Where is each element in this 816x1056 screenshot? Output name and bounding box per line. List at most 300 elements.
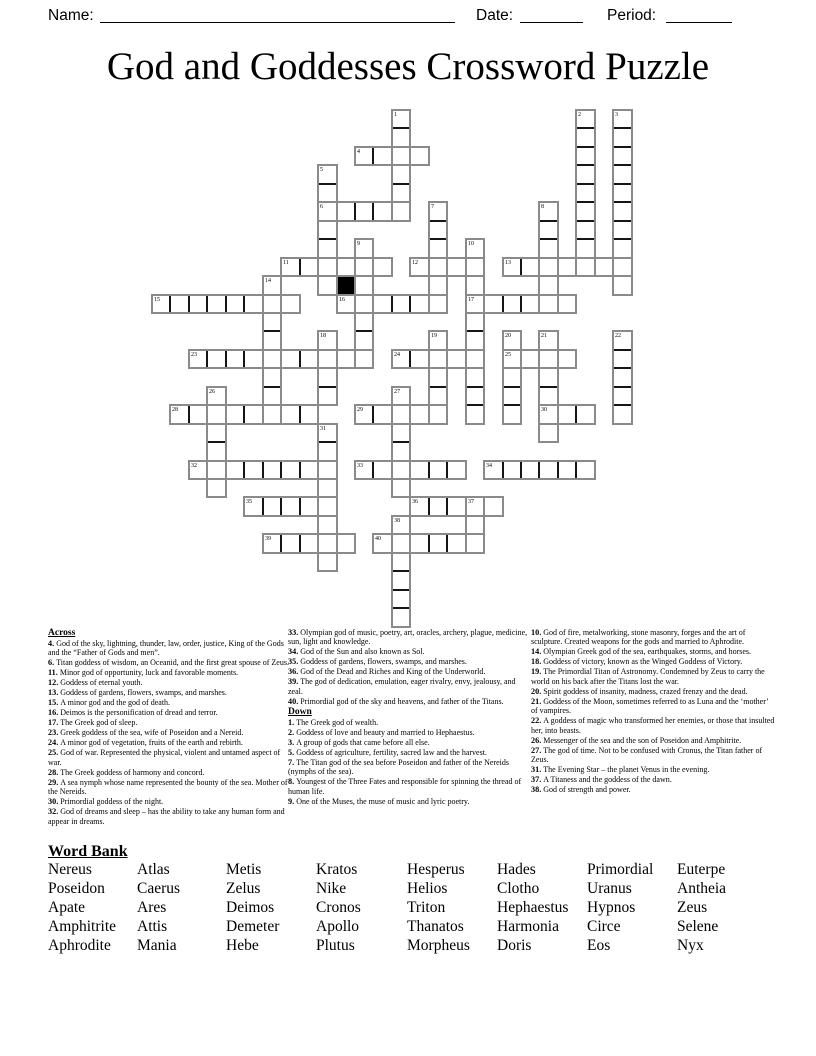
clue-item-4: 4. God of the sky, lightning, thunder, law, order, justice, King of the Gods and the “Father of Gods and men”. <box>48 639 284 658</box>
clue-item-35: 35. Goddess of gardens, flowers, swamps, and marshes. <box>288 657 467 667</box>
grid-cell[interactable] <box>503 350 521 368</box>
grid-cell[interactable] <box>392 590 410 608</box>
clue-item-23: 23. Greek goddess of the sea, wife of Poseidon and a Nereid. <box>48 728 244 738</box>
down-heading: Down <box>288 706 312 717</box>
grid-cell[interactable] <box>392 128 410 147</box>
grid-cell[interactable] <box>263 405 281 424</box>
clue-item-21: 21. Goddess of the Moon, sometimes referred to as Luna and the ‘mother’ of vampires. <box>531 696 769 716</box>
grid-cell[interactable] <box>263 534 281 553</box>
word-bank-item: Morpheus <box>407 937 470 954</box>
grid-cell[interactable] <box>318 258 337 276</box>
grid-cell[interactable] <box>318 387 337 405</box>
grid-cell[interactable] <box>318 276 337 295</box>
grid-cell[interactable] <box>613 350 632 368</box>
grid-cell[interactable] <box>318 497 337 516</box>
word-bank-item: Poseidon <box>48 880 105 897</box>
grid-cell[interactable] <box>300 497 318 516</box>
grid-cell[interactable] <box>207 442 226 461</box>
grid-cell[interactable] <box>613 368 632 387</box>
grid-cell[interactable] <box>576 184 595 202</box>
grid-cell[interactable] <box>539 350 558 368</box>
grid-cell[interactable] <box>410 295 429 313</box>
grid-cell[interactable] <box>447 258 466 276</box>
word-bank-item: Hephaestus <box>497 899 569 916</box>
grid-cell[interactable] <box>576 239 595 258</box>
grid-cell[interactable] <box>226 295 244 313</box>
grid-cell[interactable] <box>558 405 576 424</box>
grid-cell[interactable] <box>337 350 355 368</box>
grid-cell[interactable] <box>576 147 595 165</box>
grid-cell[interactable] <box>355 147 373 165</box>
grid-cell[interactable] <box>318 461 337 479</box>
cell-number: 40 <box>375 536 381 542</box>
cell-number: 1 <box>394 112 397 118</box>
word-bank-item: Plutus <box>316 937 355 954</box>
grid-cell[interactable] <box>226 405 244 424</box>
grid-cell[interactable] <box>373 202 392 221</box>
cell-number: 8 <box>541 204 544 210</box>
grid-cell[interactable] <box>318 221 337 239</box>
grid-cell[interactable] <box>281 295 300 313</box>
grid-cell[interactable] <box>392 608 410 627</box>
grid-cell[interactable] <box>392 405 410 424</box>
grid-cell[interactable] <box>429 202 447 221</box>
grid-cell[interactable] <box>263 313 281 331</box>
grid-cell[interactable] <box>281 350 300 368</box>
clue-column-middle <box>288 628 532 807</box>
cell-number: 9 <box>357 241 360 247</box>
grid-cell[interactable] <box>300 405 318 424</box>
clue-item-2: 2. Goddess of love and beauty and married to Hephaestus. <box>288 727 475 737</box>
grid-cell[interactable] <box>503 368 521 387</box>
grid-cell[interactable] <box>429 331 447 350</box>
grid-cell[interactable] <box>392 461 410 479</box>
grid-cell[interactable] <box>466 405 484 424</box>
grid-cell[interactable] <box>373 405 392 424</box>
grid-cell[interactable] <box>576 405 595 424</box>
cell-number: 13 <box>505 260 511 266</box>
grid-cell[interactable] <box>207 424 226 442</box>
grid-cell[interactable] <box>410 258 429 276</box>
grid-cell[interactable] <box>503 258 521 276</box>
grid-cell[interactable] <box>484 497 503 516</box>
word-bank-item: Nike <box>316 880 347 897</box>
grid-cell[interactable] <box>355 350 373 368</box>
cell-number: 11 <box>283 260 289 266</box>
grid-cell[interactable] <box>503 331 521 350</box>
grid-cell[interactable] <box>318 202 337 221</box>
grid-cell[interactable] <box>281 461 300 479</box>
grid-cell[interactable] <box>263 295 281 313</box>
grid-cell[interactable] <box>281 405 300 424</box>
grid-cell[interactable] <box>392 184 410 202</box>
grid-cell[interactable] <box>539 276 558 295</box>
grid-cell[interactable] <box>466 313 484 331</box>
grid-cell[interactable] <box>373 461 392 479</box>
grid-cell[interactable] <box>373 258 392 276</box>
word-bank-heading: Word Bank <box>48 843 128 860</box>
clue-item-33: 33. Olympian god of music, poetry, art, oracles, archery, plague, medicine, sun, light and knowledge. <box>288 628 528 647</box>
grid-cell[interactable] <box>263 497 281 516</box>
grid-cell[interactable] <box>613 147 632 165</box>
grid-cell[interactable] <box>539 202 558 221</box>
grid-cell[interactable] <box>503 295 521 313</box>
word-bank-item: Selene <box>677 918 719 935</box>
word-bank-item: Attis <box>137 918 168 935</box>
grid-cell[interactable] <box>447 534 466 553</box>
grid-cell[interactable] <box>503 405 521 424</box>
grid-cell[interactable] <box>281 258 300 276</box>
grid-cell[interactable] <box>263 331 281 350</box>
grid-cell[interactable] <box>521 258 539 276</box>
grid-cell[interactable] <box>576 461 595 479</box>
grid-cell[interactable] <box>466 350 484 368</box>
grid-cell[interactable] <box>300 534 318 553</box>
grid-cell[interactable] <box>447 350 466 368</box>
grid-cell[interactable] <box>189 295 207 313</box>
clue-item-26: 26. Messenger of the sea and the son of Poseidon and Amphitrite. <box>531 735 742 745</box>
grid-cell[interactable] <box>539 239 558 258</box>
grid-cell[interactable] <box>613 110 632 128</box>
grid-cell[interactable] <box>429 350 447 368</box>
grid-cell[interactable] <box>355 331 373 350</box>
word-bank-item: Zeus <box>677 899 708 916</box>
cell-number: 21 <box>541 333 547 339</box>
grid-cell[interactable] <box>429 405 447 424</box>
grid-cell[interactable] <box>392 147 410 165</box>
grid-cell[interactable] <box>392 350 410 368</box>
word-bank-item: Amphitrite <box>48 918 117 935</box>
grid-cell[interactable] <box>539 387 558 405</box>
grid-cell[interactable] <box>613 184 632 202</box>
clue-item-38: 38. God of strength and power. <box>531 785 631 795</box>
grid-cell[interactable] <box>466 368 484 387</box>
grid-cell[interactable] <box>429 368 447 387</box>
cell-number: 34 <box>486 463 492 469</box>
grid-cell[interactable] <box>170 295 189 313</box>
grid-cell[interactable] <box>189 461 207 479</box>
grid-cell[interactable] <box>466 295 484 313</box>
grid-cell[interactable] <box>355 202 373 221</box>
grid-cell[interactable] <box>318 516 337 534</box>
grid-cell[interactable] <box>558 350 576 368</box>
grid-cell[interactable] <box>244 461 263 479</box>
clue-item-15: 15. A minor god and the god of death. <box>48 698 171 708</box>
grid-cell[interactable] <box>300 461 318 479</box>
cell-number: 2 <box>578 112 581 118</box>
grid-cell[interactable] <box>466 239 484 258</box>
grid-cell[interactable] <box>207 461 226 479</box>
grid-cell[interactable] <box>392 479 410 497</box>
cell-number: 26 <box>209 389 215 395</box>
grid-cell[interactable] <box>613 202 632 221</box>
grid-cell[interactable] <box>207 387 226 405</box>
grid-cell[interactable] <box>429 387 447 405</box>
page-title: God and Goddesses Crossword Puzzle <box>106 45 710 88</box>
cell-number: 6 <box>320 204 323 210</box>
grid-cell[interactable] <box>244 295 263 313</box>
clue-item-17: 17. The Greek god of sleep. <box>48 718 138 728</box>
grid-cell[interactable] <box>152 295 170 313</box>
grid-cell[interactable] <box>466 276 484 295</box>
grid-cell[interactable] <box>189 405 207 424</box>
grid-cell[interactable] <box>170 405 189 424</box>
grid-cell[interactable] <box>503 461 521 479</box>
clue-item-30: 30. Primordial goddess of the night. <box>48 797 164 807</box>
grid-cell[interactable] <box>337 534 355 553</box>
grid-cell[interactable] <box>318 165 337 184</box>
cell-number: 36 <box>412 499 418 505</box>
grid-cell[interactable] <box>521 295 539 313</box>
grid-cell[interactable] <box>429 258 447 276</box>
grid-cell[interactable] <box>355 258 373 276</box>
grid-cell[interactable] <box>318 534 337 553</box>
grid-cell[interactable] <box>466 331 484 350</box>
word-bank-item: Mania <box>137 937 177 954</box>
grid-cell[interactable] <box>355 276 373 295</box>
grid-cell[interactable] <box>318 331 337 350</box>
grid-cell[interactable] <box>466 534 484 553</box>
word-bank-item: Eos <box>587 937 611 954</box>
grid-cell[interactable] <box>410 461 429 479</box>
grid-cell[interactable] <box>613 258 632 276</box>
word-bank-item: Hades <box>497 861 536 878</box>
grid-cell[interactable] <box>263 387 281 405</box>
word-bank-list <box>48 860 767 955</box>
word-bank-item: Deimos <box>226 899 275 916</box>
word-bank-item: Caerus <box>137 880 181 897</box>
grid-cell[interactable] <box>373 147 392 165</box>
name-label: Name: <box>48 7 94 24</box>
grid-cell[interactable] <box>355 313 373 331</box>
cell-number: 24 <box>394 352 400 358</box>
grid-cell[interactable] <box>613 387 632 405</box>
grid-cell[interactable] <box>576 110 595 128</box>
grid-cell[interactable] <box>613 165 632 184</box>
grid-cell[interactable] <box>429 461 447 479</box>
grid-cell[interactable] <box>189 350 207 368</box>
clue-item-7: 7. The Titan god of the sea before Poseidon and father of the Nereids (nymphs of the sea). <box>288 757 510 777</box>
cell-number: 25 <box>505 352 511 358</box>
grid-cell[interactable] <box>613 405 632 424</box>
grid-cell[interactable] <box>207 405 226 424</box>
grid-cell[interactable] <box>392 295 410 313</box>
grid-cell[interactable] <box>613 276 632 295</box>
word-bank-item: Apate <box>48 899 86 916</box>
grid-cell-black <box>337 276 355 295</box>
grid-cell[interactable] <box>466 258 484 276</box>
word-bank-item: Apollo <box>316 918 360 935</box>
grid-cell[interactable] <box>613 128 632 147</box>
grid-cell[interactable] <box>300 350 318 368</box>
grid-cell[interactable] <box>539 424 558 442</box>
cell-number: 12 <box>412 260 418 266</box>
grid-cell[interactable] <box>429 497 447 516</box>
grid-cell[interactable] <box>281 534 300 553</box>
grid-cell[interactable] <box>337 295 355 313</box>
grid-cell[interactable] <box>392 387 410 405</box>
grid-cell[interactable] <box>392 571 410 590</box>
word-bank-item: Hypnos <box>587 899 636 916</box>
word-bank-item: Euterpe <box>677 861 726 878</box>
grid-cell[interactable] <box>318 350 337 368</box>
clue-item-9: 9. One of the Muses, the muse of music and lyric poetry. <box>288 796 470 806</box>
grid-cell[interactable] <box>595 258 613 276</box>
grid-cell[interactable] <box>207 479 226 497</box>
grid-cell[interactable] <box>207 350 226 368</box>
grid-cell[interactable] <box>429 221 447 239</box>
grid-cell[interactable] <box>337 258 355 276</box>
grid-cell[interactable] <box>576 165 595 184</box>
clue-item-18: 18. Goddess of victory, known as the Winged Goddess of Victory. <box>531 657 743 667</box>
word-bank-item: Cronos <box>316 899 361 916</box>
grid-cell[interactable] <box>576 221 595 239</box>
clue-column-down <box>531 628 775 795</box>
cell-number: 10 <box>468 241 474 247</box>
grid-cell[interactable] <box>281 497 300 516</box>
clue-item-3: 3. A group of gods that came before all else. <box>288 737 430 747</box>
cell-number: 4 <box>357 149 360 155</box>
grid-cell[interactable] <box>392 516 410 534</box>
cell-number: 32 <box>191 463 197 469</box>
cell-number: 27 <box>394 389 400 395</box>
grid-cell[interactable] <box>539 331 558 350</box>
clue-item-32: 32. God of dreams and sleep – has the ability to take any human form and appear in dreams. <box>48 807 285 826</box>
grid-cell[interactable] <box>410 147 429 165</box>
word-bank-item: Aphrodite <box>48 937 111 954</box>
grid-cell[interactable] <box>263 368 281 387</box>
grid-cell[interactable] <box>484 461 503 479</box>
grid-cell[interactable] <box>355 295 373 313</box>
grid-cell[interactable] <box>355 239 373 258</box>
grid-cell[interactable] <box>318 424 337 442</box>
grid-cell[interactable] <box>410 534 429 553</box>
clue-item-28: 28. The Greek goddess of harmony and concord. <box>48 767 205 777</box>
grid-cell[interactable] <box>355 461 373 479</box>
grid-cell[interactable] <box>466 516 484 534</box>
grid-cell[interactable] <box>429 276 447 295</box>
grid-cell[interactable] <box>355 405 373 424</box>
grid-cell[interactable] <box>521 350 539 368</box>
grid-cell[interactable] <box>392 534 410 553</box>
clue-item-36: 36. God of the Dead and Riches and King of the Underworld. <box>288 667 486 677</box>
grid-cell[interactable] <box>263 461 281 479</box>
grid-cell[interactable] <box>539 295 558 313</box>
grid-cell[interactable] <box>392 553 410 571</box>
grid-cell[interactable] <box>429 295 447 313</box>
grid-cell[interactable] <box>300 258 318 276</box>
clue-item-1: 1. The Greek god of wealth. <box>288 717 379 727</box>
grid-cell[interactable] <box>263 350 281 368</box>
grid-cell[interactable] <box>392 165 410 184</box>
clue-column-across <box>48 628 292 827</box>
grid-cell[interactable] <box>207 295 226 313</box>
clue-item-16: 16. Deimos is the personification of dread and terror. <box>48 708 218 718</box>
clue-item-34: 34. God of the Sun and also known as Sol. <box>288 647 425 657</box>
grid-cell[interactable] <box>447 497 466 516</box>
grid-cell[interactable] <box>244 350 263 368</box>
grid-cell[interactable] <box>318 553 337 571</box>
grid-cell[interactable] <box>558 258 576 276</box>
grid-cell[interactable] <box>447 461 466 479</box>
grid-cell[interactable] <box>484 295 503 313</box>
cell-number: 39 <box>265 536 271 542</box>
grid-cell[interactable] <box>373 295 392 313</box>
grid-cell[interactable] <box>466 387 484 405</box>
word-bank-item: Helios <box>407 880 448 897</box>
grid-cell[interactable] <box>539 368 558 387</box>
grid-cell[interactable] <box>410 497 429 516</box>
grid-cell[interactable] <box>392 202 410 221</box>
clue-item-29: 29. A sea nymph whose name represented the bounty of the sea. Mother of the Nereids. <box>48 777 288 797</box>
grid-cell[interactable] <box>558 461 576 479</box>
word-bank-item: Zelus <box>226 880 261 897</box>
grid-cell[interactable] <box>226 350 244 368</box>
clue-item-13: 13. Goddess of gardens, flowers, swamps, and marshes. <box>48 688 227 698</box>
grid-cell[interactable] <box>392 424 410 442</box>
grid-cell[interactable] <box>318 239 337 258</box>
grid-cell[interactable] <box>244 497 263 516</box>
clue-item-31: 31. The Evening Star – the planet Venus in the evening. <box>531 765 710 775</box>
grid-cell[interactable] <box>539 221 558 239</box>
cell-number: 35 <box>246 499 252 505</box>
grid-cell[interactable] <box>318 479 337 497</box>
clue-item-12: 12. Goddess of eternal youth. <box>48 678 143 688</box>
grid-cell[interactable] <box>539 258 558 276</box>
grid-cell[interactable] <box>410 405 429 424</box>
grid-cell[interactable] <box>576 202 595 221</box>
grid-cell[interactable] <box>539 405 558 424</box>
grid-cell[interactable] <box>466 497 484 516</box>
grid-cell[interactable] <box>318 442 337 461</box>
grid-cell[interactable] <box>337 202 355 221</box>
grid-cell[interactable] <box>318 368 337 387</box>
grid-cell[interactable] <box>263 276 281 295</box>
clue-item-14: 14. Olympian Greek god of the sea, earthquakes, storms, and horses. <box>531 647 752 657</box>
grid-cell[interactable] <box>613 221 632 239</box>
word-bank-item: Circe <box>587 918 621 935</box>
clue-item-22: 22. A goddess of magic who transformed her enemies, or those that insulted her, into beasts. <box>531 716 775 735</box>
grid-cell[interactable] <box>226 461 244 479</box>
grid-cell[interactable] <box>521 461 539 479</box>
date-label: Date: <box>476 7 514 24</box>
grid-cell[interactable] <box>429 239 447 258</box>
grid-cell[interactable] <box>373 534 392 553</box>
grid-cell[interactable] <box>429 534 447 553</box>
word-bank-item: Nereus <box>48 861 92 878</box>
clue-item-27: 27. The god of time. Not to be confused with Cronus, the Titan father of Zeus. <box>531 745 763 765</box>
cell-number: 31 <box>320 426 326 432</box>
grid-cell[interactable] <box>613 331 632 350</box>
grid-cell[interactable] <box>558 295 576 313</box>
grid-cell[interactable] <box>576 128 595 147</box>
word-bank-item: Nyx <box>677 937 704 954</box>
clue-item-6: 6. Titan goddess of wisdom, an Oceanid, and the first great spouse of Zeus. <box>48 658 289 668</box>
grid-cell[interactable] <box>613 239 632 258</box>
grid-cell[interactable] <box>576 258 595 276</box>
grid-cell[interactable] <box>392 442 410 461</box>
cell-number: 30 <box>541 407 547 413</box>
grid-cell[interactable] <box>503 387 521 405</box>
cell-number: 20 <box>505 333 511 339</box>
grid-cell[interactable] <box>244 405 263 424</box>
grid-cell[interactable] <box>410 350 429 368</box>
grid-cell[interactable] <box>392 110 410 128</box>
word-bank-item: Ares <box>137 899 167 916</box>
grid-cell[interactable] <box>539 461 558 479</box>
word-bank-item: Kratos <box>316 861 358 878</box>
grid-cell[interactable] <box>318 184 337 202</box>
